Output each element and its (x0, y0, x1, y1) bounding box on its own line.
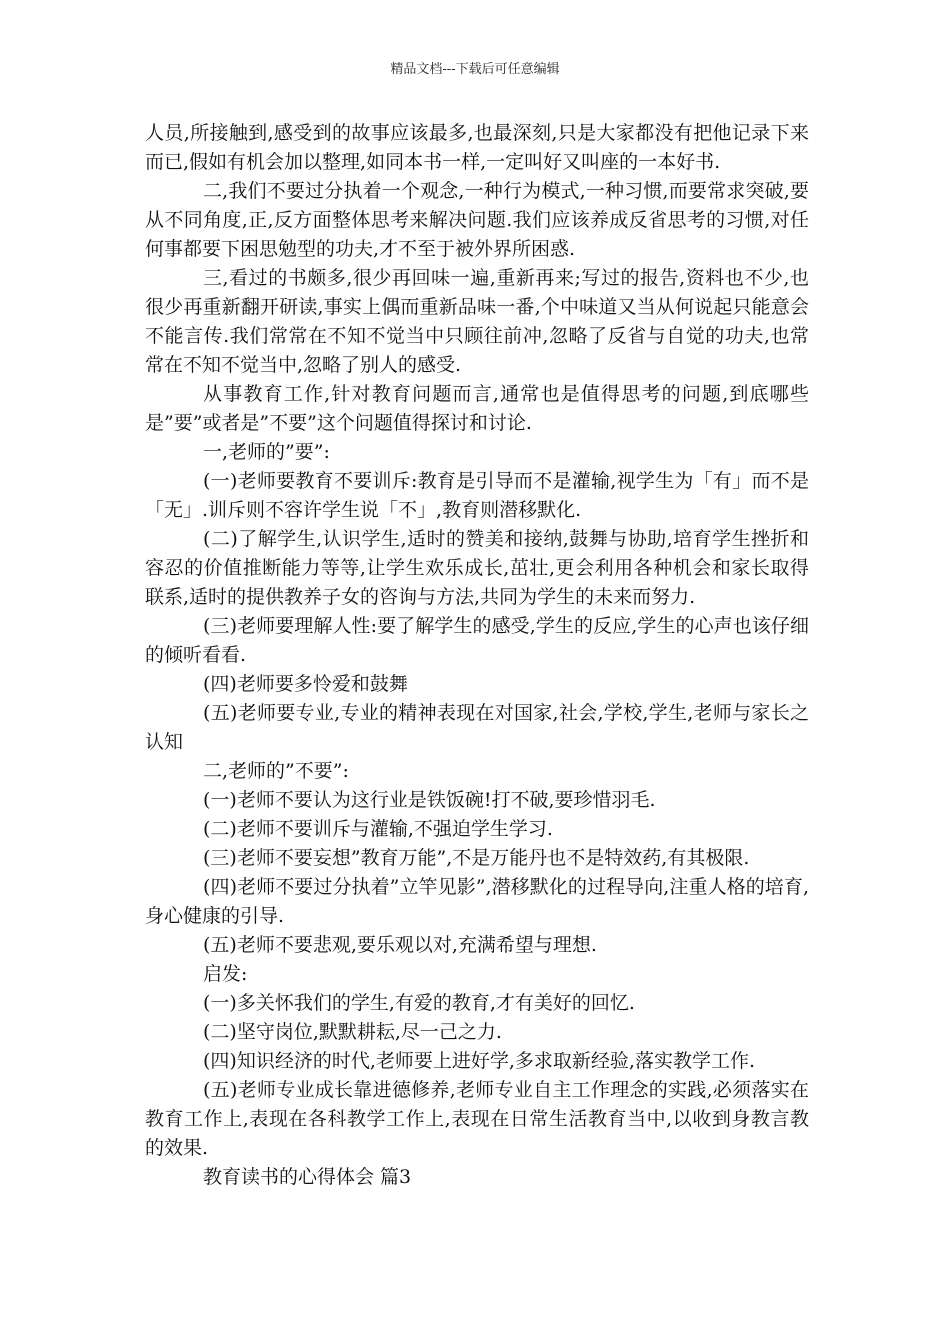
paragraph: 三,看过的书颇多,很少再回味一遍,重新再来;写过的报告,资料也不少,也很少再重新翻开研读,事实上偶而重新品味一番,个中味道又当从何说起只能意会不能言传.我们常常在不知不觉当中只顾往前冲,忽略了反省与自觉的功夫,也常常在不知不觉当中,忽略了别人的感受. (145, 267, 809, 376)
section-heading: 二,老师的”不要”: (203, 760, 349, 782)
list-item: (四)老师要多怜爱和鼓舞 (203, 673, 408, 695)
list-item: (一)老师要教育不要训斥:教育是引导而不是灌输,视学生为「有」而不是「无」.训斥则不容许学生说「不」,教育则潜移默化. (145, 470, 809, 521)
list-item: (四)知识经济的时代,老师要上进好学,多求取新经验,落实教学工作. (203, 1050, 755, 1072)
list-item: (一)多关怀我们的学生,有爱的教育,才有美好的回忆. (203, 992, 635, 1014)
page-header: 精品文档---下载后可任意编辑 (390, 62, 560, 77)
list-item: (三)老师要理解人性:要了解学生的感受,学生的反应,学生的心声也该仔细的倾听看看. (145, 615, 809, 666)
article-title: 教育读书的心得体会 篇3 (203, 1166, 412, 1188)
list-item: (二)了解学生,认识学生,适时的赞美和接纳,鼓舞与协助,培育学生挫折和容忍的价值推断能力等等,让学生欢乐成长,茁壮,更会利用各种机会和家长取得联系,适时的提供教养子女的咨询与方法,共同为学生的未来而努力. (145, 528, 809, 608)
paragraph: 二,我们不要过分执着一个观念,一种行为模式,一种习惯,而要常求突破,要从不同角度,正,反方面整体思考来解决问题.我们应该养成反省思考的习惯,对任何事都要下困思勉型的功夫,才不至于被外界所困惑. (145, 180, 809, 260)
section-heading: 启发: (203, 963, 248, 985)
paragraph: 从事教育工作,针对教育问题而言,通常也是值得思考的问题,到底哪些是”要”或者是”不要”这个问题值得探讨和讨论. (145, 383, 809, 434)
list-item: (二)坚守岗位,默默耕耘,尽一己之力. (203, 1021, 502, 1043)
list-item: (五)老师要专业,专业的精神表现在对国家,社会,学校,学生,老师与家长之认知 (145, 702, 809, 753)
section-heading: 一,老师的”要”: (203, 441, 330, 463)
list-item: (二)老师不要训斥与灌输,不强迫学生学习. (203, 818, 553, 840)
list-item: (三)老师不要妄想”教育万能”,不是万能丹也不是特效药,有其极限. (203, 847, 750, 869)
list-item: (五)老师不要悲观,要乐观以对,充满希望与理想. (203, 934, 597, 956)
list-item: (四)老师不要过分执着”立竿见影”,潜移默化的过程导向,注重人格的培育,身心健康的引导. (145, 876, 809, 927)
paragraph: 人员,所接触到,感受到的故事应该最多,也最深刻,只是大家都没有把他记录下来而已,假如有机会加以整理,如同本书一样,一定叫好又叫座的一本好书. (145, 122, 809, 173)
document-body (145, 119, 809, 1192)
list-item: (五)老师专业成长靠进德修养,老师专业自主工作理念的实践,必须落实在教育工作上,表现在各科教学工作上,表现在日常生活教育当中,以收到身教言教的效果. (145, 1079, 809, 1159)
list-item: (一)老师不要认为这行业是铁饭碗!打不破,要珍惜羽毛. (203, 789, 656, 811)
